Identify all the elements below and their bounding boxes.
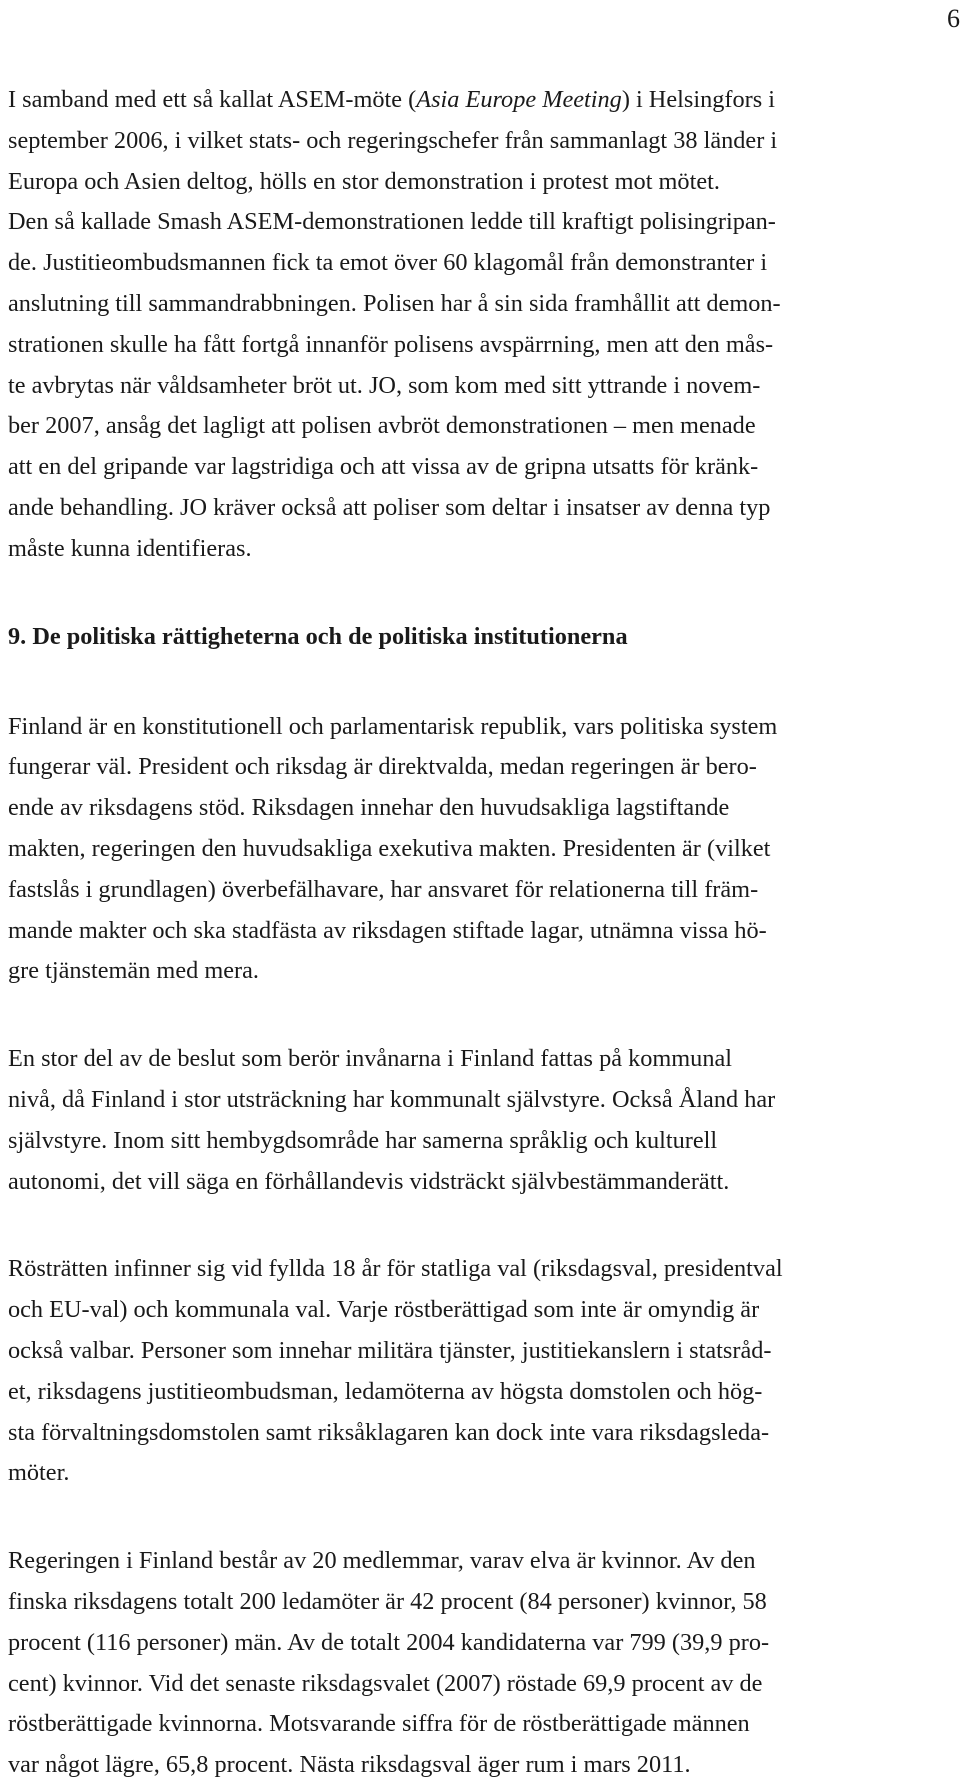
paragraph-political-system	[8, 707, 948, 993]
text-line: självstyre. Inom sitt hembygdsområde har samerna språklig och kulturell	[8, 1126, 718, 1154]
text-line: makten, regeringen den huvudsakliga exekutiva makten. Presidenten är (vilket	[8, 834, 771, 862]
paragraph-voting-rights	[8, 1249, 948, 1494]
text-line	[8, 80, 948, 121]
text-line: En stor del av de beslut som berör invånarna i Finland fattas på kommunal	[8, 1045, 733, 1073]
text-line: et, riksdagens justitieombudsman, ledamöterna av högsta domstolen och hög-	[8, 1377, 763, 1405]
text-line: strationen skulle ha fått fortgå innanför polisens avspärrning, men att den mås-	[8, 330, 774, 358]
text-line: september 2006, i vilket stats- och regeringschefer från sammanlagt 38 länder i	[8, 126, 778, 154]
text-line: möter.	[8, 1459, 70, 1487]
text-line: gre tjänstemän med mera.	[8, 957, 259, 985]
section-heading	[8, 617, 948, 657]
italic-term: Asia Europe Meeting	[416, 86, 622, 113]
text-line: fastslås i grundlagen) överbefälhavare, har ansvaret för relationerna till främ-	[8, 875, 759, 903]
text-line: cent) kvinnor. Vid det senaste riksdagsvalet (2007) röstade 69,9 procent av de	[8, 1669, 763, 1697]
section-number: 9.	[8, 622, 27, 650]
text-line: ande behandling. JO kräver också att poliser som deltar i insatser av denna typ	[8, 493, 771, 521]
text-line: nivå, då Finland i stor utsträckning har kommunalt självstyre. Också Åland har	[8, 1085, 776, 1113]
text-segment: ) i Helsingfors i	[621, 86, 775, 113]
text-line: finska riksdagens totalt 200 ledamöter är 42 procent (84 personer) kvinnor, 58	[8, 1587, 767, 1615]
page-number: 6	[947, 4, 960, 33]
text-line: att en del gripande var lagstridiga och att vissa av de gripna utsatts för kränk-	[8, 453, 759, 481]
text-line: ende av riksdagens stöd. Riksdagen innehar den huvudsakliga lagstiftande	[8, 794, 730, 822]
text-line: Regeringen i Finland består av 20 medlemmar, varav elva är kvinnor. Av den	[8, 1547, 756, 1575]
text-line: mande makter och ska stadfästa av riksdagen stiftade lagar, utnämna vissa hö-	[8, 916, 767, 944]
text-line: autonomi, det vill säga en förhållandevis vidsträckt självbestämmanderätt.	[8, 1167, 730, 1195]
text-line: procent (116 personer) män. Av de totalt 2004 kandidaterna var 799 (39,9 pro-	[8, 1628, 770, 1656]
text-line: ber 2007, ansåg det lagligt att polisen avbröt demonstrationen – men menade	[8, 412, 756, 440]
text-line: fungerar väl. President och riksdag är direktvalda, medan regeringen är bero-	[8, 753, 757, 781]
text-line: te avbrytas när våldsamheter bröt ut. JO, som kom med sitt yttrande i novem-	[8, 371, 761, 399]
text-line: också valbar. Personer som innehar militära tjänster, justitiekanslern i statsråd-	[8, 1336, 772, 1364]
paragraph-asem-demonstration	[8, 80, 948, 570]
text-line: Finland är en konstitutionell och parlamentarisk republik, vars politiska system	[8, 712, 778, 740]
text-line: Rösträtten infinner sig vid fyllda 18 år för statliga val (riksdagsval, presidentval	[8, 1255, 783, 1283]
text-line: anslutning till sammandrabbningen. Polisen har å sin sida framhållit att demon-	[8, 289, 781, 317]
text-segment: I samband med ett så kallat ASEM-möte (	[8, 86, 417, 113]
page-content	[8, 80, 948, 1786]
text-line: sta förvaltningsdomstolen samt riksåklagaren kan dock inte vara riksdagsleda-	[8, 1418, 770, 1446]
section-title: De politiska rättigheterna och de politiska institutionerna	[32, 622, 628, 650]
text-line: och EU-val) och kommunala val. Varje röstberättigad som inte är omyndig är	[8, 1296, 760, 1324]
text-line: Den så kallade Smash ASEM-demonstrationen ledde till kraftigt polisingripan-	[8, 208, 776, 236]
text-line: Europa och Asien deltog, hölls en stor demonstration i protest mot mötet.	[8, 167, 720, 195]
text-line: var något lägre, 65,8 procent. Nästa riksdagsval äger rum i mars 2011.	[8, 1751, 691, 1779]
text-line: de. Justitieombudsmannen fick ta emot över 60 klagomål från demonstranter i	[8, 249, 768, 277]
text-line: måste kunna identifieras.	[8, 534, 252, 562]
paragraph-municipal-self-government	[8, 1039, 948, 1202]
paragraph-government-composition	[8, 1541, 948, 1786]
text-line: röstberättigade kvinnorna. Motsvarande siffra för de röstberättigade männen	[8, 1710, 750, 1738]
